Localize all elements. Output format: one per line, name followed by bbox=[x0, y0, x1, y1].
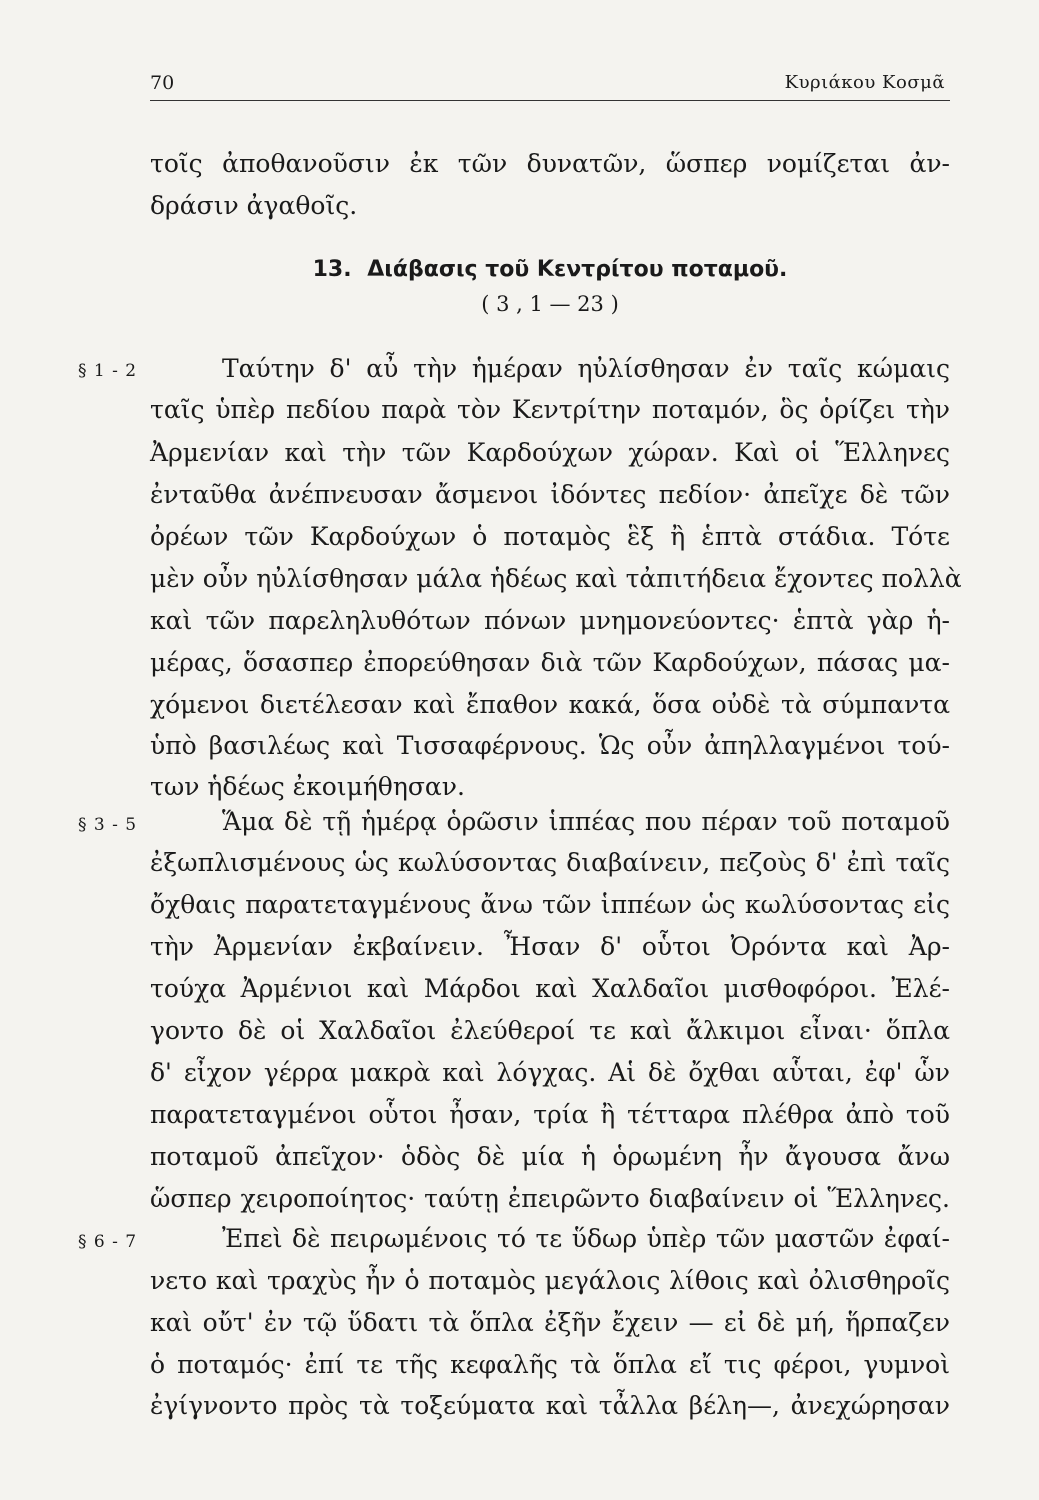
running-head: Κυριάκου Κοσμᾶ bbox=[784, 72, 945, 93]
text-line: ταῖς ὑπὲρ πεδίου παρὰ τὸν Κεντρίτην ποταμόν, ὃς ὁρίζει τὴν bbox=[150, 395, 950, 424]
text-line: μὲν οὖν ηὐλίσθησαν μάλα ἡδέως καὶ τἀπιτήδεια ἔχοντες πολλὰ bbox=[150, 564, 962, 593]
margin-note: § 1 - 2 bbox=[78, 361, 138, 381]
page-header bbox=[150, 72, 945, 102]
text-line: νετο καὶ τραχὺς ἦν ὁ ποταμὸς μεγάλοις λίθοις καὶ ὀλισθηροῖς bbox=[150, 1266, 950, 1295]
text-line: ἐνταῦθα ἀνέπνευσαν ἄσμενοι ἰδόντες πεδίον· ἀπεῖχε δὲ τῶν bbox=[150, 480, 950, 509]
text-line: Ἀρμενίαν καὶ τὴν τῶν Καρδούχων χώραν. Καὶ οἱ Ἕλληνες bbox=[150, 438, 950, 467]
header-rule bbox=[150, 100, 950, 101]
text-line: τὴν Ἀρμενίαν ἐκβαίνειν. Ἦσαν δ' οὗτοι Ὀρόντα καὶ Ἀρ- bbox=[150, 932, 950, 961]
text-line: χόμενοι διετέλεσαν καὶ ἔπαθον κακά, ὅσα οὐδὲ τὰ σύμπαντα bbox=[150, 690, 950, 719]
text-line: δράσιν ἀγαθοῖς. bbox=[150, 191, 358, 220]
text-line: παρατεταγμένοι οὗτοι ἦσαν, τρία ἢ τέτταρα πλέθρα ἀπὸ τοῦ bbox=[150, 1100, 950, 1129]
text-line: Ἅμα δὲ τῇ ἡμέρᾳ ὁρῶσιν ἱππέας που πέραν τοῦ ποταμοῦ bbox=[222, 807, 950, 836]
text-line: ὥσπερ χειροποίητος· ταύτῃ ἐπειρῶντο διαβαίνειν οἱ Ἕλληνες. bbox=[150, 1184, 950, 1213]
section-number: 13. bbox=[312, 257, 352, 282]
text-line: ποταμοῦ ἀπεῖχον· ὁδὸς δὲ μία ἡ ὁρωμένη ἦν ἄγουσα ἄνω bbox=[150, 1142, 950, 1171]
text-line: ὄχθαις παρατεταγμένους ἄνω τῶν ἱππέων ὡς κωλύσοντας εἰς bbox=[150, 890, 950, 919]
text-line: ὑπὸ βασιλέως καὶ Τισσαφέρνους. Ὡς οὖν ἀπηλλαγμένοι τού- bbox=[150, 731, 950, 760]
text-line: καὶ τῶν παρεληλυθότων πόνων μνημονεύοντες· ἑπτὰ γὰρ ἡ- bbox=[150, 606, 950, 635]
text-line: τοῖς ἀποθανοῦσιν ἐκ τῶν δυνατῶν, ὥσπερ νομίζεται ἀν- bbox=[150, 149, 950, 178]
text-line: γοντο δὲ οἱ Χαλδαῖοι ἐλεύθεροί τε καὶ ἄλκιμοι εἶναι· ὅπλα bbox=[150, 1016, 950, 1045]
text-line: Ταύτην δ' αὖ τὴν ἡμέραν ηὐλίσθησαν ἐν ταῖς κώμαις bbox=[222, 354, 950, 383]
margin-note: § 3 - 5 bbox=[78, 815, 138, 835]
margin-note: § 6 - 7 bbox=[78, 1232, 138, 1252]
section-title: Διάβασις τοῦ Κεντρίτου ποταμοῦ. bbox=[367, 257, 788, 282]
text-line: των ἡδέως ἐκοιμήθησαν. bbox=[150, 772, 465, 801]
text-line: καὶ οὔτ' ἐν τῷ ὕδατι τὰ ὅπλα ἐξῆν ἔχειν — εἰ δὲ μή, ἥρπαζεν bbox=[150, 1308, 950, 1337]
text-line: Ἐπεὶ δὲ πειρωμένοις τό τε ὕδωρ ὑπὲρ τῶν μαστῶν ἐφαί- bbox=[222, 1224, 950, 1253]
text-line: ὀρέων τῶν Καρδούχων ὁ ποταμὸς ἓξ ἢ ἑπτὰ στάδια. Τότε bbox=[150, 522, 950, 551]
text-line: ἐξωπλισμένους ὡς κωλύσοντας διαβαίνειν, πεζοὺς δ' ἐπὶ ταῖς bbox=[150, 848, 950, 877]
page-number: 70 bbox=[150, 72, 175, 94]
text-line: τούχα Ἀρμένιοι καὶ Μάρδοι καὶ Χαλδαῖοι μισθοφόροι. Ἐλέ- bbox=[150, 974, 950, 1003]
text-line: δ' εἶχον γέρρα μακρὰ καὶ λόγχας. Αἱ δὲ ὄχθαι αὗται, ἐφ' ὧν bbox=[150, 1058, 950, 1087]
section-heading bbox=[150, 255, 950, 285]
section-reference: ( 3 , 1 — 23 ) bbox=[481, 292, 619, 316]
text-line: μέρας, ὅσασπερ ἐπορεύθησαν διὰ τῶν Καρδούχων, πάσας μα- bbox=[150, 648, 950, 677]
text-line: ὁ ποταμός· ἐπί τε τῆς κεφαλῆς τὰ ὅπλα εἴ τις φέροι, γυμνοὶ bbox=[150, 1350, 950, 1379]
text-line: ἐγίγνοντο πρὸς τὰ τοξεύματα καὶ τἆλλα βέλη—, ἀνεχώρησαν bbox=[150, 1391, 950, 1420]
